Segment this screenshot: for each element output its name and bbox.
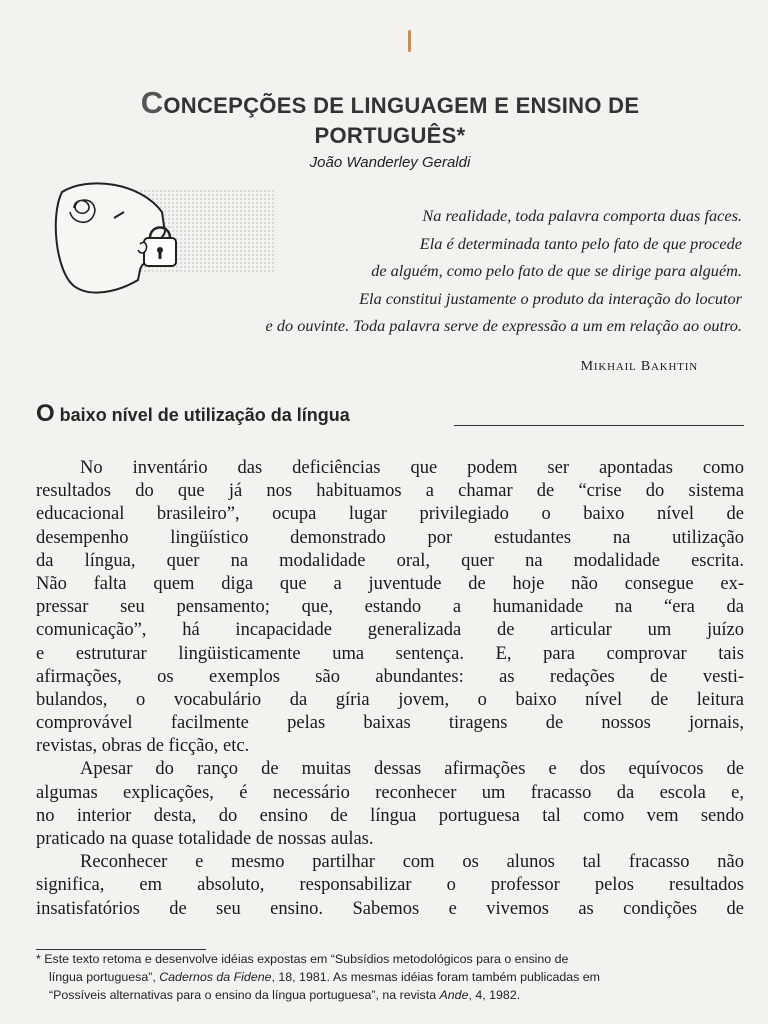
footnote-line [36,986,748,1004]
author-name: João Wanderley Geraldi [309,154,471,171]
footnote-line [36,950,748,968]
paragraph-line: e estruturar lingüisticamente uma sentença. E, para comprovar tais [36,643,744,664]
paragraph-line: Apesar do ranço de muitas dessas afirmações e dos equívocos de [80,759,744,780]
paragraph-line: Não falta quem diga que a juventude de hoje não consegue ex- [36,573,744,594]
paragraph-line: No inventário das deficiências que podem ser apontadas como [80,458,744,478]
paragraph-line: desempenho lingüístico demonstrado por estudantes na utilização [36,527,744,548]
heading-rule [454,425,744,426]
epigraph-line: e do ouvinte. Toda palavra serve de expressão a um em relação ao outro. [265,316,742,335]
paragraph-line: pressar seu pensamento; que, estando a humanidade na “era da [36,597,744,618]
title-line-1 [60,85,720,121]
epigraph-line: de alguém, como pelo fato de que se dirige para alguém. [371,261,742,280]
attribution-first-name: IKHAIL [593,361,637,373]
paragraph-line: insatisfatórios de seu ensino. Sabemos e vivemos as condições de [36,898,744,919]
journal-title: Ande [439,988,469,1002]
epigraph [182,202,742,340]
paragraph-line: bulandos, o vocabulário da gíria jovem, o baixo nível de leitura [36,689,744,710]
attribution-last-name: AKHTIN [651,361,698,373]
footnote-text: Este texto retoma e desenvolve idéias expostas em “Subsídios metodológicos para o ensino de [40,952,569,966]
epigraph-line: Na realidade, toda palavra comporta duas faces. [422,206,742,225]
journal-title: Cadernos da Fidene [159,970,272,984]
heading-initial: O [36,400,55,427]
paragraph-line: praticado na quase totalidade de nossas aulas. [36,829,374,849]
heading-rest: baixo nível de utilização da língua [54,405,350,425]
paragraph-line: resultados do que já nos habituamos a chamar de “crise do sistema [36,481,744,502]
footnote-marker: * [36,952,41,966]
footnote-text: “Possíveis alternativas para o ensino da língua portuguesa”, na revista [49,988,440,1002]
paragraph-line: Reconhecer e mesmo partilhar com os alunos tal fracasso não [80,852,744,873]
attribution-initial: M [580,359,594,374]
paragraph-line: educacional brasileiro”, ocupa lugar privilegiado o baixo nível de [36,504,744,525]
footnote-line [36,968,748,986]
body-text [36,457,744,921]
footnote-text: língua portuguesa”, [49,970,160,984]
title-line-1-text: ONCEPÇÕES DE LINGUAGEM E ENSINO DE [163,93,640,118]
paragraph-line: da língua, quer na modalidade oral, quer na modalidade escrita. [36,550,744,571]
paragraph-line: revistas, obras de ficção, etc. [36,736,250,757]
article-title [60,85,720,151]
paragraph-line: significa, em absoluto, responsabilizar o professor pelos resultados [36,875,744,896]
epigraph-line: Ela constitui justamente o produto da interação do locutor [359,288,742,308]
footnote-text: , 4, 1982. [468,988,521,1002]
decorative-mark [408,30,411,52]
epigraph-line: Ela é determinada tanto pelo fato de que procede [419,233,742,253]
footnote-text: , 18, 1981. As mesmas idéias foram também publicadas em [271,970,601,984]
section-heading [36,400,744,434]
paragraph-line: comprovável facilmente pelas baixas tiragens de nossos jornais, [36,713,744,734]
section-heading-text [36,400,350,428]
footnote [36,950,748,1004]
title-drop-cap: C [140,85,164,120]
paragraph-line: afirmações, os exemplos são abundantes: as redações de vesti- [36,666,744,687]
attribution-initial: B [640,359,652,374]
paragraph-line: comunicação”, há incapacidade generalizada de articular um juízo [36,620,744,641]
title-line-2: PORTUGUÊS* [314,123,466,148]
epigraph-attribution [581,359,698,375]
paragraph-line: no interior desta, do ensino de língua portuguesa tal como vem sendo [36,805,744,826]
paragraph-line: algumas explicações, é necessário reconhecer um fracasso da escola e, [36,782,744,803]
